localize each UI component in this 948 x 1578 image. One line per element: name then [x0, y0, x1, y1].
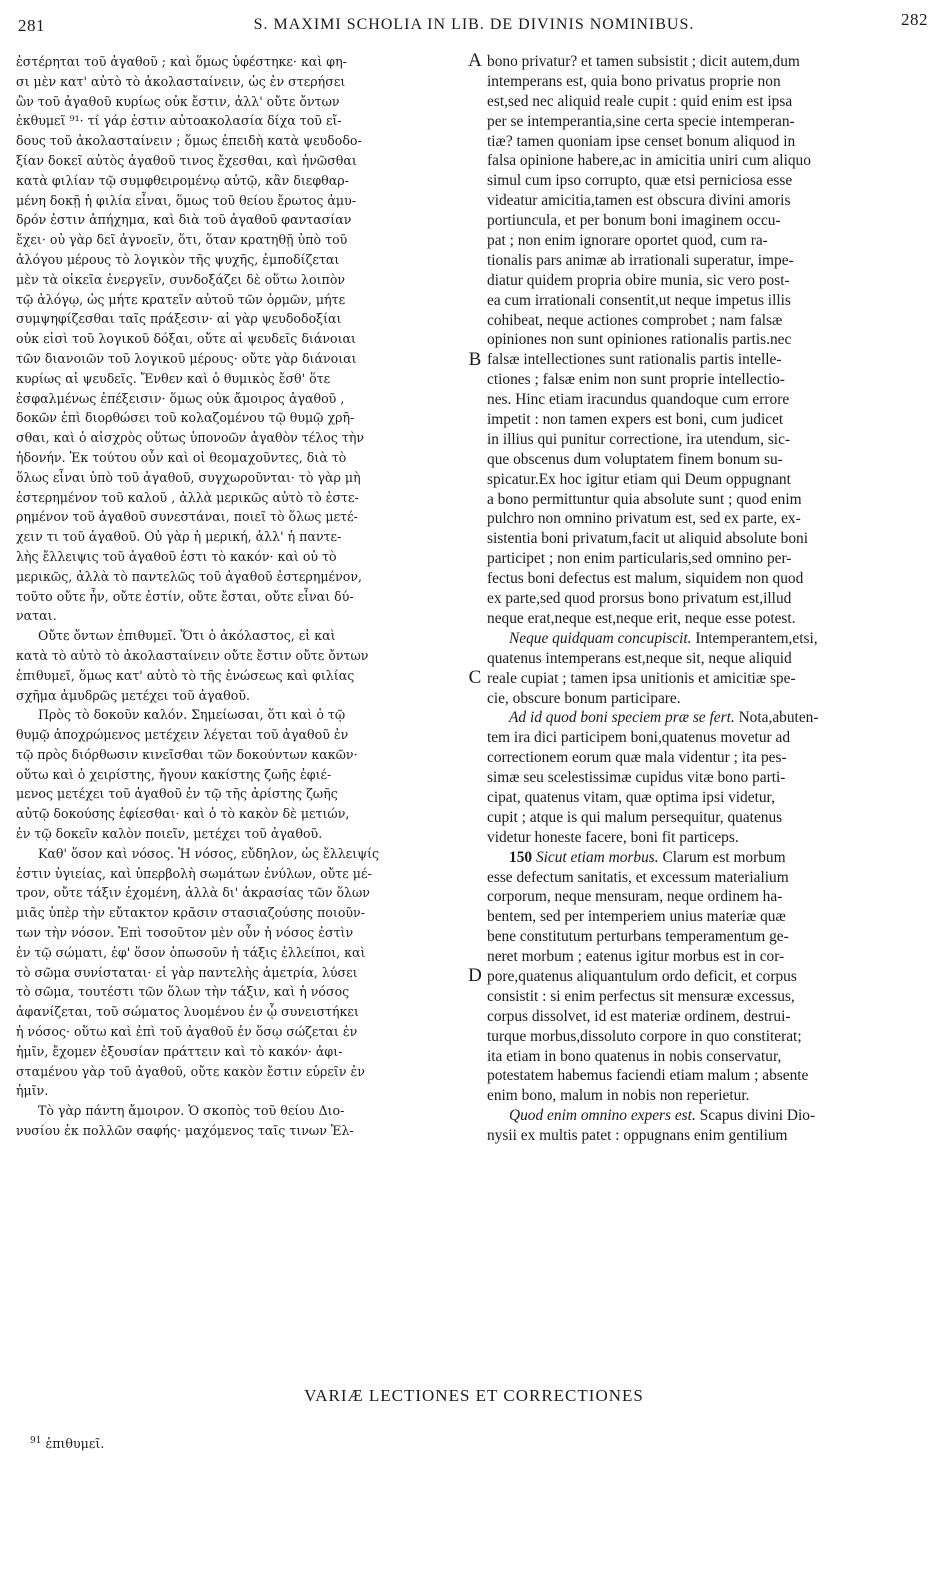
greek-line-text: μενος μετέχει τοῦ ἀγαθοῦ ἐν τῷ τῆς ἀρίστης ζωῆς: [16, 786, 338, 802]
latin-line-text: nysii ex multis patet : oppugnans enim gentilium: [487, 1127, 788, 1145]
latin-line: [487, 1047, 935, 1067]
latin-line: [487, 967, 935, 987]
greek-line: [16, 250, 466, 270]
latin-line-text: Scapus divini Dio-: [695, 1107, 816, 1125]
greek-line: [16, 567, 466, 587]
page-number-right: 282: [901, 10, 928, 29]
latin-line: [487, 689, 935, 709]
greek-line: [16, 686, 466, 706]
latin-line: [487, 1106, 935, 1126]
latin-line-text: portiuncula, et per bonum boni imaginem occu-: [487, 212, 781, 230]
latin-line: [487, 629, 935, 649]
greek-line-text: ρημένον τοῦ ἀγαθοῦ συνεστάναι, ποιεῖ τὸ ὅλως μετέ-: [16, 509, 358, 525]
page-number-left: 281: [18, 16, 45, 35]
latin-line: [487, 291, 935, 311]
latin-line: [487, 509, 935, 529]
section-marker: D: [468, 965, 482, 987]
greek-line: [16, 844, 466, 864]
latin-line: [487, 987, 935, 1007]
latin-line: [487, 231, 935, 251]
running-title: S. MAXIMI SCHOLIA IN LIB. DE DIVINIS NOMINIBUS.: [253, 16, 695, 33]
greek-line-text: ἔχει· οὐ γὰρ δεῖ ἀγνοεῖν, ὅτι, ὅταν κρατηθῇ ὑπὸ τοῦ: [16, 232, 348, 248]
latin-line: [487, 390, 935, 410]
greek-line-text: ἐν τῷ δοκεῖν καλὸν ποιεῖν, μετέχει τοῦ ἀγαθοῦ.: [16, 826, 323, 842]
latin-line-text: corporum, neque mensuram, neque ordinem ha-: [487, 888, 783, 906]
latin-line-text: que obscenus dum voluptatem finem bonum su-: [487, 450, 783, 468]
latin-line-text: corpus dissolvet, id est materiæ ordinem, destrui-: [487, 1007, 791, 1025]
greek-line: [16, 1002, 466, 1022]
greek-line-text: ἐστερημένον τοῦ καλοῦ , ἀλλὰ μερικῶς αὐτὸ τὸ ἐστε-: [16, 489, 359, 505]
latin-line: [487, 311, 935, 331]
latin-line: [487, 569, 935, 589]
greek-line-text: τῷ πρὸς διόρθωσιν κινεῖσθαι τῶν δοκούντων κακῶν·: [16, 746, 358, 762]
latin-line: [487, 649, 935, 669]
latin-line: [487, 788, 935, 808]
latin-line-text: bene constitutum perturbans temperamentum ge-: [487, 928, 789, 946]
greek-line: [16, 191, 466, 211]
latin-line: [487, 887, 935, 907]
latin-lemma: Sicut etiam morbus.: [535, 848, 659, 866]
latin-line: [487, 1066, 935, 1086]
greek-line: [16, 72, 466, 92]
latin-line-text: enim bono, malum in nobis non reperietur.: [487, 1087, 750, 1105]
latin-line: [487, 410, 935, 430]
latin-line: [487, 430, 935, 450]
latin-line-text: tem ira dici participem boni,quatenus movetur ad: [487, 729, 791, 747]
greek-line: [16, 725, 466, 745]
greek-line: [16, 883, 466, 903]
greek-text-column: [16, 52, 466, 1141]
latin-line-text: bentem, sed per intemperiem unius materiæ quæ: [487, 908, 786, 926]
greek-line-text: Πρὸς τὸ δοκοῦν καλόν. Σημείωσαι, ὅτι καὶ ὁ τῷ: [38, 707, 346, 723]
greek-line-text: λὴς ἔλλειψις τοῦ ἀγαθοῦ ἐστι τὸ κακόν· καὶ οὐ τὸ: [16, 548, 337, 564]
latin-lemma: Neque quidquam concupiscit.: [509, 629, 692, 647]
variant-note-number: 91: [30, 1436, 42, 1446]
latin-line-text: Clarum est morbum: [658, 848, 786, 866]
latin-line: [487, 171, 935, 191]
latin-line: [487, 132, 935, 152]
latin-line-text: cipat, quatenus vitam, quæ optima ipsi videtur,: [487, 788, 775, 806]
latin-line: [487, 947, 935, 967]
greek-line-text: σι μὲν κατ' αὐτὸ τὸ ἀκολασταίνειν, ὡς ἐν στερήσει: [16, 73, 346, 89]
latin-section-number: 150: [509, 848, 536, 866]
latin-line: [487, 1027, 935, 1047]
latin-line-text: fectus boni defectus est malum, siquidem non quod: [487, 570, 804, 588]
latin-line-text: intemperans est, quia bono privatus proprie non: [487, 72, 781, 90]
greek-line-text: των τὴν νόσον. Ἐπὶ τοσοῦτον μὲν οὖν ἡ νόσος ἐστὶν: [16, 925, 354, 941]
latin-line: [487, 92, 935, 112]
latin-line-text: correctionem eorum quæ mala videntur ; ita pes-: [487, 749, 787, 767]
latin-line-text: neque erat,neque est,neque erit, neque esse potest.: [487, 609, 796, 627]
latin-line: [487, 1126, 935, 1146]
greek-line: [16, 903, 466, 923]
greek-line: [16, 389, 466, 409]
latin-line-text: videtur honeste facere, boni fit particeps.: [487, 828, 739, 846]
section-marker: B: [468, 348, 482, 370]
latin-line: [487, 748, 935, 768]
greek-line-text: μένη δοκῇ ἡ φιλία εἶναι, ὅμως τοῦ θείου ἔρωτος ἀμυ-: [16, 192, 357, 208]
latin-line-text: Intemperantem,etsi,: [691, 629, 818, 647]
greek-line: [16, 468, 466, 488]
latin-line-text: neret morbum ; eatenus igitur morbus est in cor-: [487, 948, 785, 966]
latin-line: [487, 470, 935, 490]
greek-line-text: τρον, οὔτε τάξιν ἐχομένη, ἀλλὰ δι' ἀκρασίας τῶν ὅλων: [16, 885, 370, 901]
latin-line: [487, 529, 935, 549]
greek-line-text: ὅλως εἶναι ὑπὸ τοῦ ἀγαθοῦ, συγχωροῦνται· τὸ γὰρ μὴ: [16, 469, 361, 485]
greek-line: [16, 547, 466, 567]
latin-line-text: Nota,abuten-: [734, 709, 819, 727]
greek-line: [16, 745, 466, 765]
latin-line: [487, 708, 935, 728]
latin-line: [487, 868, 935, 888]
greek-line: [16, 646, 466, 666]
greek-line: [16, 349, 466, 369]
greek-line: [16, 923, 466, 943]
latin-line: [487, 151, 935, 171]
greek-line-text: οὕτω καὶ ὁ χειρίστης, ἤγουν κακίστης ζωῆς ἐφιέ-: [16, 766, 332, 782]
greek-line-text: νυσίου ἐκ πολλῶν σαφής· μαχόμενος ταῖς τινων Ἑλ-: [16, 1123, 354, 1139]
latin-line: [487, 768, 935, 788]
greek-line: [16, 230, 466, 250]
greek-line-text: αὐτῷ δοκούσης ἐφίεσθαι· καὶ ὁ τὸ κακὸν δὲ μετιών,: [16, 806, 350, 822]
latin-line: [487, 271, 935, 291]
greek-line-text: ἐν τῷ σώματι, ἐφ' ὅσον ὁπωσοῦν ἡ τάξις ἐλλείποι, καὶ: [16, 944, 366, 960]
greek-line: [16, 606, 466, 626]
greek-line: [16, 131, 466, 151]
latin-line: [487, 370, 935, 390]
greek-line: [16, 448, 466, 468]
greek-line: [16, 290, 466, 310]
greek-line: [16, 804, 466, 824]
latin-line-text: reale cupiat ; tamen ipsa unitionis et amicitiæ spe-: [487, 669, 796, 687]
latin-line: [487, 112, 935, 132]
greek-line: [16, 210, 466, 230]
latin-line-text: cie, obscure bonum participare.: [487, 689, 681, 707]
greek-line: [16, 864, 466, 884]
greek-line-text: σχῆμα ἀμυδρῶς μετέχει τοῦ ἀγαθοῦ.: [16, 687, 250, 703]
latin-line-text: consistit : si enim perfectus sit mensuræ excessus,: [487, 987, 795, 1005]
latin-line: [487, 828, 935, 848]
greek-line-text: χειν τι τοῦ ἀγαθοῦ. Οὐ γὰρ ἡ μερική, ἀλλ' ἡ παντε-: [16, 529, 342, 545]
latin-line: [487, 251, 935, 271]
greek-line: [16, 982, 466, 1002]
latin-line: [487, 728, 935, 748]
greek-line-text: ἡμῖν, ἔχομεν ἐξουσίαν πράττειν καὶ τὸ κακόν· ἀφι-: [16, 1043, 343, 1059]
greek-line-text: Καθ' ὅσον καὶ νόσος. Ἡ νόσος, εὔδηλον, ὡς ἔλλειψίς: [38, 845, 380, 861]
greek-line: [16, 587, 466, 607]
latin-lemma: Quod enim omnino expers est.: [509, 1107, 696, 1125]
greek-line: [16, 408, 466, 428]
greek-line-text: ἀφανίζεται, τοῦ σώματος λυομένου ἐν ᾧ συνειστήκει: [16, 1004, 359, 1020]
latin-line: [487, 848, 935, 868]
latin-line: [487, 808, 935, 828]
latin-line: [487, 52, 935, 72]
greek-line-text: τοῦτο οὔτε ἦν, οὔτε ἐστίν, οὔτε ἔσται, οὔτε εἶναι δύ-: [16, 588, 354, 604]
greek-line-text: τὸ σῶμα συνίσταται· εἰ γὰρ παντελὴς ἀμετρία, λύσει: [16, 964, 358, 980]
latin-line-text: simæ seu scelestissimæ cupidus vitæ bono parti-: [487, 769, 786, 787]
greek-line: [16, 784, 466, 804]
greek-line-text: κατὰ φιλίαν τῷ συμφθειρομένῳ αὐτῷ, κἂν διεφθαρ-: [16, 172, 349, 188]
greek-line: [16, 507, 466, 527]
latin-line: [487, 549, 935, 569]
greek-line: [16, 963, 466, 983]
variant-note-text: ἐπιθυμεῖ.: [41, 1436, 105, 1452]
latin-line-text: bono privatur? et tamen subsistit ; dicit autem,dum: [487, 53, 800, 70]
greek-line: [16, 92, 466, 112]
variant-note: [30, 1436, 104, 1451]
greek-line: [16, 151, 466, 171]
latin-line-text: ita etiam in bono quatenus in nobis conservatur,: [487, 1047, 782, 1065]
latin-line-text: impetit : non tamen expers est boni, cum judicet: [487, 411, 784, 429]
greek-line: [16, 1022, 466, 1042]
greek-line-text: ἡδονήν. Ἐκ τούτου οὖν καὶ οἱ θεομαχοῦντες, διὰ τὸ: [16, 449, 347, 465]
latin-line-text: falsæ intellectiones sunt rationalis partis intelle-: [487, 351, 782, 369]
latin-line-text: in illius qui punitur correctione, ira utendum, sic-: [487, 430, 791, 448]
greek-line-text: μερικῶς, ἀλλὰ τὸ παντελῶς τοῦ ἀγαθοῦ ἐστερημένον,: [16, 568, 362, 584]
greek-line-text: ἐστέρηται τοῦ ἀγαθοῦ ; καὶ ὅμως ὑφέστηκε· καὶ φη-: [16, 54, 347, 69]
latin-line-text: est,sed nec aliquid reale cupit : quid enim est ipsa: [487, 92, 793, 110]
greek-line: [16, 111, 466, 131]
greek-line-text: ὢν τοῦ ἀγαθοῦ κυρίως οὐκ ἔστιν, ἀλλ' οὔτε ὄντων: [16, 93, 340, 109]
greek-line-text: ναται.: [16, 608, 57, 624]
greek-line: [16, 428, 466, 448]
greek-line: [16, 171, 466, 191]
greek-line: [16, 369, 466, 389]
greek-line: [16, 52, 466, 72]
latin-line-text: a bono permittuntur quia absolute sunt ; quod enim: [487, 490, 802, 508]
running-header: [0, 10, 948, 40]
greek-line-text: Οὔτε ὄντων ἐπιθυμεῖ. Ὅτι ὁ ἀκόλαστος, εἰ καὶ: [38, 628, 336, 644]
variae-lectiones-heading: VARIÆ LECTIONES ET CORRECTIONES: [304, 1386, 644, 1405]
greek-line-text: ἡ νόσος· οὕτω καὶ ἐπὶ τοῦ ἀγαθοῦ ἐν ὅσῳ σώζεται ἐν: [16, 1024, 358, 1040]
greek-line: [16, 705, 466, 725]
latin-line: [487, 609, 935, 629]
latin-line-text: esse defectum sanitatis, et excessum materialium: [487, 868, 789, 886]
greek-line: [16, 824, 466, 844]
greek-line-text: Τὸ γὰρ πάντη ἄμοιρον. Ὁ σκοπὸς τοῦ θείου Διο-: [38, 1103, 345, 1119]
latin-line-text: pulchro non omnino privatum est, sed ex parte, ex-: [487, 510, 801, 528]
greek-line-text: σταμένου γὰρ τοῦ ἀγαθοῦ, οὔτε κακὸν ἔστιν εὑρεῖν ἐν: [16, 1063, 365, 1079]
greek-line-text: δοκῶν ἐπὶ διορθώσει τοῦ κολαζομένου τῷ θυμῷ χρῆ-: [16, 410, 355, 426]
greek-line: [16, 1062, 466, 1082]
latin-line-text: ea cum irrationali consentit,ut neque impetus illis: [487, 291, 791, 309]
greek-line: [16, 666, 466, 686]
greek-line-text: τῶν διανοιῶν τοῦ λογικοῦ μέρους· οὔτε γὰρ διάνοιαι: [16, 350, 357, 366]
section-marker: A: [468, 50, 482, 71]
greek-line: [16, 1101, 466, 1121]
latin-line-text: potestatem habemus faciendi etiam malum ; absente: [487, 1067, 809, 1085]
greek-line-text: ἐκθυμεῖ ⁹¹· τί γάρ ἐστιν αὐτοακολασία δίχα τοῦ εἴ-: [16, 113, 342, 129]
latin-line: [487, 927, 935, 947]
greek-line-text: οὐκ εἰσὶ τοῦ λογικοῦ δόξαι, οὔτε αἱ ψευδεῖς διάνοιαι: [16, 331, 356, 347]
latin-line-text: quatenus intemperans est,neque sit, neque aliquid: [487, 649, 792, 667]
greek-line-text: ἐπιθυμεῖ, ὅμως κατ' αὐτὸ τὸ τῆς ἑνώσεως καὶ φιλίας: [16, 667, 355, 683]
greek-line: [16, 765, 466, 785]
greek-line: [16, 1081, 466, 1101]
greek-line-text: κατὰ τὸ αὐτὸ τὸ ἀκολασταίνειν οὔτε ἔστιν οὔτε ὄντων: [16, 647, 369, 663]
latin-line-text: opiniones non sunt opiniones rationalis partis.nec: [487, 331, 792, 349]
latin-line-text: videatur amicitia,tamen est obscura divini amoris: [487, 192, 791, 210]
greek-line: [16, 270, 466, 290]
latin-line-text: tiæ? tamen quoniam ipse censet bonum aliquod in: [487, 132, 796, 150]
latin-line-text: pat ; non enim ignorare oportet quod, cum ra-: [487, 232, 768, 250]
greek-line-text: τῷ ἀλόγῳ, ὡς μήτε κρατεῖν αὐτοῦ τῶν ὁρμῶν, μήτε: [16, 291, 346, 307]
latin-lemma: Ad id quod boni speciem præ se fert.: [509, 709, 735, 727]
latin-line-text: cohibeat, neque actiones comprobet ; nam falsæ: [487, 311, 783, 329]
greek-line-text: συμψηφίζεσθαι ταῖς πράξεσιν· αἱ γὰρ ψευδοδοξίαι: [16, 311, 342, 327]
latin-line-text: nes. Hinc etiam iracundus quandoque cum errore: [487, 391, 790, 409]
greek-line-text: δρόν ἐστιν ἀπήχημα, καὶ διὰ τοῦ ἀγαθοῦ φαντασίαν: [16, 212, 352, 228]
latin-line: [487, 450, 935, 470]
latin-line: [487, 589, 935, 609]
latin-line: [487, 1086, 935, 1106]
latin-line-text: tionalis pars animæ ab irrationali superatur, impe-: [487, 251, 794, 269]
greek-line: [16, 309, 466, 329]
greek-line: [16, 1042, 466, 1062]
greek-line-text: ἀλόγου μέρους τὸ λογικὸν τῆς ψυχῆς, ἐμποδίζεται: [16, 251, 340, 267]
latin-line-text: pore,quatenus aliquantulum ordo deficit, et corpus: [487, 967, 797, 985]
latin-line-text: ex parte,sed quod prorsus bono privatum est,illud: [487, 590, 792, 608]
latin-line: [487, 72, 935, 92]
latin-text-column: [487, 52, 935, 1146]
greek-line: [16, 527, 466, 547]
latin-line-text: sistentia boni privatum,facit ut aliquid absolute boni: [487, 530, 809, 548]
greek-line-text: σθαι, καὶ ὁ αἰσχρὸς οὕτως ὑπονοῶν ἀγαθὸν τέλος τὴν: [16, 430, 365, 446]
greek-line-text: θυμῷ ἀποχρώμενος μετέχειν λέγεται τοῦ ἀγαθοῦ ἐν: [16, 727, 349, 743]
latin-line-text: simul cum ipso corrupto, quæ etsi perniciosa esse: [487, 172, 793, 190]
latin-line-text: diatur quidem propria obire munia, sic vero post-: [487, 271, 790, 289]
greek-line: [16, 943, 466, 963]
greek-line-text: ἡμῖν.: [16, 1083, 49, 1099]
greek-line-text: ξίαν δοκεῖ αὐτὸς ἀγαθοῦ τινος ἔχεσθαι, καὶ ἡνῶσθαι: [16, 152, 357, 168]
latin-line: [487, 211, 935, 231]
greek-line: [16, 1121, 466, 1141]
latin-line: [487, 350, 935, 370]
latin-line: [487, 907, 935, 927]
latin-line-text: spicatur.Ex hoc igitur etiam qui Deum oppugnant: [487, 470, 791, 488]
latin-line-text: ctiones ; falsæ enim non sunt proprie intellectio-: [487, 371, 785, 389]
latin-line: [487, 490, 935, 510]
greek-line-text: δους τοῦ ἀκολασταίνειν ; ὅμως ἐπειδὴ κατὰ ψευδοδο-: [16, 133, 362, 149]
greek-line-text: μὲν τὰ οἰκεῖα ἐνεργεῖν, συνδοξάζει δὲ οὕτω λοιπὸν: [16, 271, 346, 287]
latin-line-text: per se intemperantia,sine certa specie intemperan-: [487, 112, 795, 130]
latin-line: [487, 1007, 935, 1027]
greek-line-text: μιᾶς ὑπὲρ τὴν εὔτακτον κρᾶσιν στασιαζούσης ποιοῦν-: [16, 905, 365, 921]
latin-line-text: turque morbus,dissoluto corpore in quo constiterat;: [487, 1027, 802, 1045]
greek-line-text: τὸ σῶμα, τουτέστι τῶν ὅλων τὴν τάξιν, καὶ ἡ νόσος: [16, 984, 350, 1000]
greek-line: [16, 626, 466, 646]
latin-line: [487, 669, 935, 689]
latin-line-text: cupit ; atque is qui malum persequitur, quatenus: [487, 808, 783, 826]
greek-line-text: ἐστιν ὑγιείας, καὶ ὑπερβολὴ σωμάτων ἐνύλων, οὔτε μέ-: [16, 865, 372, 881]
latin-line: [487, 191, 935, 211]
greek-line: [16, 329, 466, 349]
section-marker: C: [468, 666, 482, 688]
latin-line: [487, 330, 935, 350]
greek-line-text: κυρίως αἱ ψευδεῖς. Ἔνθεν καὶ ὁ θυμικὸς ἔσθ' ὅτε: [16, 370, 331, 386]
greek-line-text: ἐσφαλμένως ἐπέξεισιν· ὅμως οὐκ ἄμοιρος ἀγαθοῦ ,: [16, 390, 345, 406]
latin-line-text: falsa opinione habere,ac in amicitia uniri cum aliquo: [487, 152, 811, 170]
greek-line: [16, 488, 466, 508]
latin-line-text: participet ; non enim particularis,sed omnino per-: [487, 550, 792, 568]
